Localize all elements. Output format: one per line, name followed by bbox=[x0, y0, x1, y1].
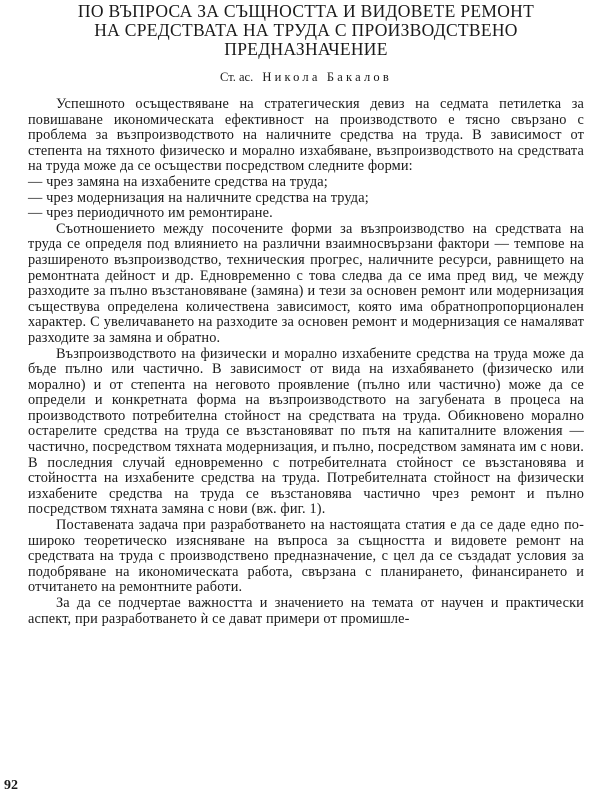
title-line-1: ПО ВЪПРОСА ЗА СЪЩНОСТТА И ВИДОВЕТЕ РЕМОНТ bbox=[77, 1, 535, 21]
author-rank: Ст. ас. bbox=[220, 70, 254, 84]
title-line-2: НА СРЕДСТВАТА НА ТРУДА С ПРОИЗВОДСТВЕНО bbox=[94, 20, 518, 40]
paragraph-4: Поставената задача при разработването на настоящата статия е да се даде едно по-широко теоретическо изясняване на въпроса за същността и видовете ремонт на средствата на труда с производствено предназначение, с цел да се създадат условия за подобряване на икономическата работа, свързана с планирането, финансирането и отчитането на ремонтните работи. bbox=[28, 517, 584, 596]
paragraph-2: Съотношението между посочените форми за възпроизводство на средствата на труда се определя под влиянието на различни взаимносвързани фактори — темпове на разширеното възпроизводство, техническия прогрес, наличните ресурси, равнището на ремонтната дейност и др. Едновременно с това следва да се има пред вид, че между разходите за пълно възстановяване (замяна) и тези за основен ремонт или модернизация съществува определена количествена зависимост, която има обратнопропорционален характер. С увеличаването на разходите за основен ремонт и модернизация се намаляват разходите за замяна и обратно. bbox=[28, 220, 584, 346]
list-item-repair: — чрез периодичното им ремонтиране. bbox=[28, 205, 273, 222]
paragraph-3: Възпроизводството на физически и морално изхабените средства на труда може да бъде пълно или частично. В зависимост от вида на изхабяването (физическо или морално) и от степента на неговото проявление (пълно или частично) може да се определи и конкретната форма на възпроизводството на загубената в процеса на производството потребителна стойност на средствата на труда. Обикновено морално остарелите средства на труда се възстановяват по пътя на капиталните вложения — частично, посредством тяхната модернизация, и пълно, посредством замяната им с нови. В последния случай едновременно с потребителната стойност се възстановява и стойността на изхабените средства на труда. Потребителната стойност на физически изхабените средства на труда се възстановява частично чрез ремонт и пълно посредством тяхната замяна с нови (вж. фиг. 1). bbox=[28, 345, 584, 518]
page-number: 92 bbox=[4, 778, 18, 793]
paragraph-5: За да се подчертае важността и значението на темата от научен и практически аспект, при разработването ѝ се дават примери от промишле- bbox=[28, 595, 584, 627]
article-title bbox=[28, 2, 584, 59]
article-author bbox=[28, 69, 584, 85]
author-name: Никола Бакалов bbox=[262, 70, 392, 84]
title-line-3: ПРЕДНАЗНАЧЕНИЕ bbox=[224, 39, 388, 59]
list-item-modernization: — чрез модернизация на наличните средства на труда; bbox=[28, 189, 369, 206]
paragraph-1: Успешното осъществяване на стратегическия девиз на седмата петилетка за повишаване икономическата ефективност на производството е тясно свързано с проблема за възпроизводството на наличните средства на труда. В зависимост от степента на тяхното физическо и морално изхабяване, възпроизводството на средствата на труда може да се осъществи посредством следните форми: bbox=[28, 96, 584, 175]
list-item-replacement: — чрез замяна на изхабените средства на труда; bbox=[28, 173, 328, 190]
article-body bbox=[28, 97, 584, 627]
